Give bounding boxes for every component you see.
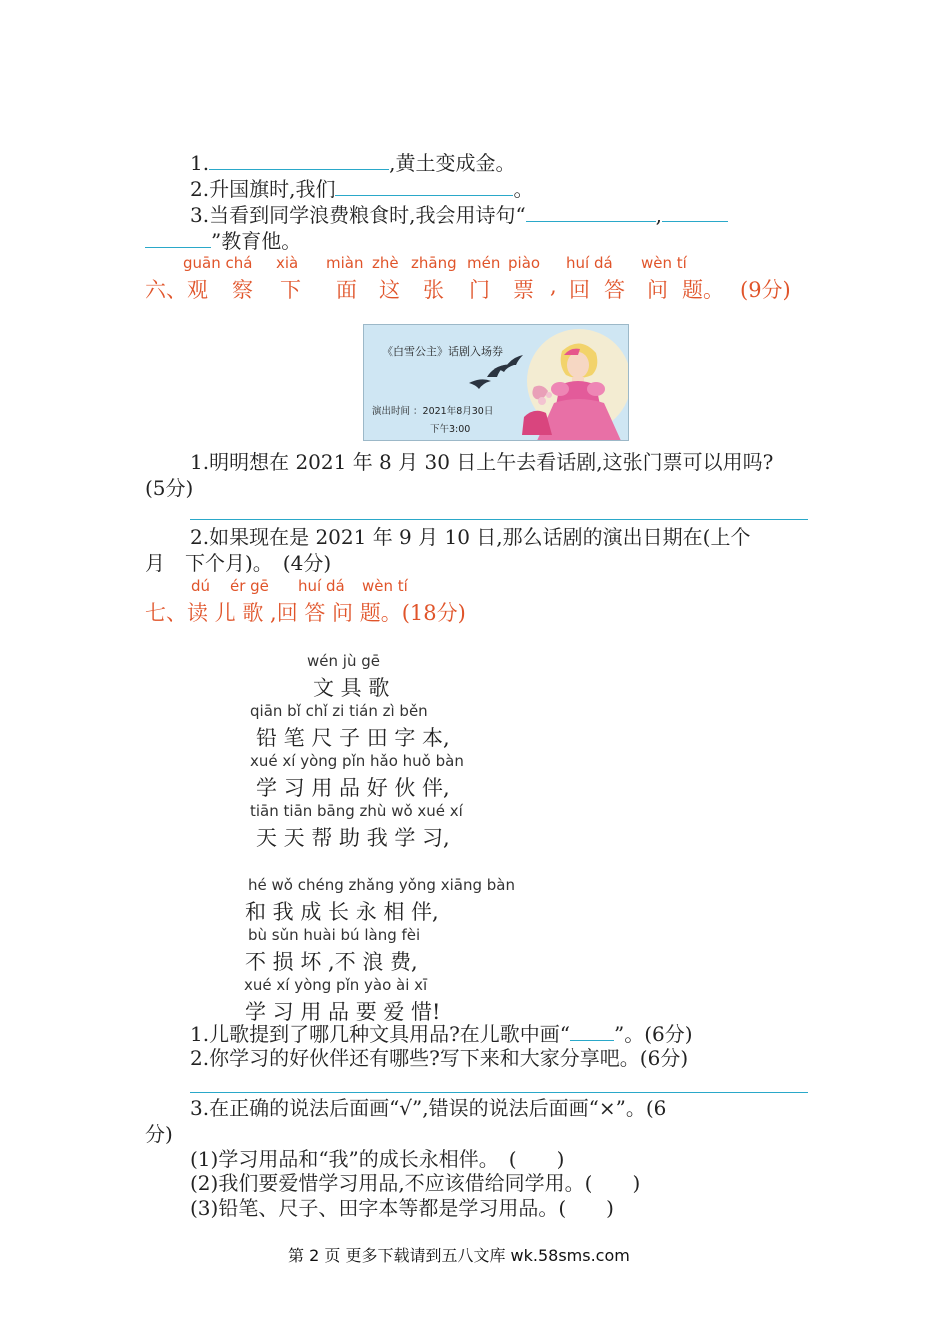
ticket-image — [363, 324, 629, 441]
sec7-q3-line1: 3.在正确的说法后面画“√”,错误的说法后面画“×”。(6 — [190, 1096, 667, 1120]
q3-end: ”教育他。 — [211, 229, 302, 253]
swallow-icon — [469, 379, 491, 389]
q3-blank-a[interactable] — [526, 203, 656, 222]
ticket-time-value: 下午3:00 — [430, 424, 471, 435]
poem-pinyin: bù sǔn huài bú làng fèi — [248, 926, 421, 944]
title-char: 察 — [232, 278, 253, 302]
sec6-q1-line2: (5分) — [145, 476, 194, 500]
pinyin: ér gē — [230, 577, 269, 595]
poem-line: 不 损 坏 ,不 浪 费, — [245, 950, 418, 974]
sec7-q1-end: ”。(6分) — [614, 1022, 693, 1046]
poem-pinyin: tiān tiān bāng zhù wǒ xué xí — [250, 802, 463, 820]
q3-text: 3.当看到同学浪费粮食时,我会用诗句“ — [190, 203, 526, 227]
pinyin: huí dá — [566, 254, 613, 272]
pinyin: dú — [191, 577, 211, 595]
title-char: 张 — [423, 278, 444, 302]
pinyin: piào — [508, 254, 541, 272]
sec7-q1-underline-sample — [570, 1022, 614, 1041]
poem-pinyin: hé wǒ chéng zhǎng yǒng xiāng bàn — [248, 876, 515, 894]
poem-pinyin: wén jù gē — [307, 652, 380, 670]
pinyin: wèn tí — [641, 254, 687, 272]
fill-q1 — [190, 151, 515, 175]
fill-q3 — [190, 203, 728, 227]
title-char: 回 — [569, 278, 590, 302]
q2-text: 2.升国旗时,我们 — [190, 177, 336, 201]
title-char: 问 — [647, 278, 668, 302]
title-char: 这 — [379, 278, 400, 302]
sec6-q1-line1: 1.明明想在 2021 年 8 月 30 日上午去看话剧,这张门票可以用吗? — [190, 450, 774, 474]
title-score: (9分) — [740, 278, 791, 302]
title-char: 面 — [336, 278, 357, 302]
q3-comma: , — [655, 203, 663, 227]
pinyin: guān chá — [183, 254, 253, 272]
sec6-q2-line2: 月 下个月)。 (4分) — [145, 551, 332, 575]
title-char: 答 — [604, 278, 625, 302]
pinyin: miàn — [326, 254, 364, 272]
q3-blank-c[interactable] — [145, 229, 211, 248]
sec7-q1-text: 1.儿歌提到了哪几种文具用品?在儿歌中画“ — [190, 1022, 571, 1046]
poem-line: 铅 笔 尺 子 田 字 本, — [256, 726, 450, 750]
poem-line: 和 我 成 长 永 相 伴, — [245, 900, 439, 924]
poem-title: 文 具 歌 — [313, 676, 390, 700]
pinyin: zhāng — [411, 254, 457, 272]
sec6-q2-line1: 2.如果现在是 2021 年 9 月 10 日,那么话剧的演出日期在(上个 — [190, 525, 751, 549]
sec7-q3-line2: 分) — [145, 1122, 173, 1146]
pinyin: wèn tí — [362, 577, 408, 595]
q1-blank[interactable] — [209, 151, 389, 170]
title-char: 六、观 — [145, 278, 208, 302]
poem-pinyin: xué xí yòng pǐn hǎo huǒ bàn — [250, 752, 464, 770]
fill-q3-cont — [145, 229, 301, 253]
q1-suffix: ,黄土变成金。 — [389, 151, 516, 175]
q2-blank[interactable] — [335, 177, 513, 196]
pinyin: xià — [276, 254, 299, 272]
q3-blank-b[interactable] — [662, 203, 728, 222]
poem-line: 天 天 帮 助 我 学 习, — [256, 826, 450, 850]
judge-item-3[interactable]: (3)铅笔、尺子、田字本等都是学习用品。( ) — [190, 1196, 614, 1220]
title-char: 下 — [280, 278, 301, 302]
ticket-time-label: 演出时间 ：2021年8月30日 — [372, 406, 494, 417]
title-char: , — [550, 274, 557, 298]
poem-line: 学 习 用 品 要 爱 惜! — [245, 1000, 441, 1024]
sec6-q1-answer-line[interactable] — [190, 519, 808, 520]
sec7-title: 七、读 儿 歌 ,回 答 问 题。(18分) — [145, 601, 466, 625]
sec7-q1 — [190, 1022, 693, 1046]
page-footer: 第 2 页 更多下载请到五八文库 wk.58sms.com — [288, 1246, 630, 1265]
title-char: 票 — [513, 278, 534, 302]
ticket-title: 《白雪公主》话剧入场券 — [382, 345, 503, 358]
title-char: 题。 — [682, 278, 724, 302]
pinyin: mén — [467, 254, 501, 272]
judge-item-1[interactable]: (1)学习用品和“我”的成长永相伴。 ( ) — [190, 1147, 565, 1171]
pinyin: huí dá — [298, 577, 345, 595]
poem-line: 学 习 用 品 好 伙 伴, — [256, 776, 450, 800]
q1-number: 1. — [190, 151, 210, 175]
title-char: 门 — [469, 278, 490, 302]
sec7-q2: 2.你学习的好伙伴还有哪些?写下来和大家分享吧。(6分) — [190, 1046, 689, 1070]
sec7-q2-answer-line[interactable] — [190, 1092, 808, 1093]
q2-end: 。 — [513, 177, 534, 201]
pinyin: zhè — [372, 254, 399, 272]
poem-pinyin: qiān bǐ chǐ zi tián zì běn — [250, 702, 428, 720]
poem-pinyin: xué xí yòng pǐn yào ài xī — [244, 976, 428, 994]
judge-item-2[interactable]: (2)我们要爱惜学习用品,不应该借给同学用。( ) — [190, 1171, 641, 1195]
fill-q2 — [190, 177, 533, 201]
